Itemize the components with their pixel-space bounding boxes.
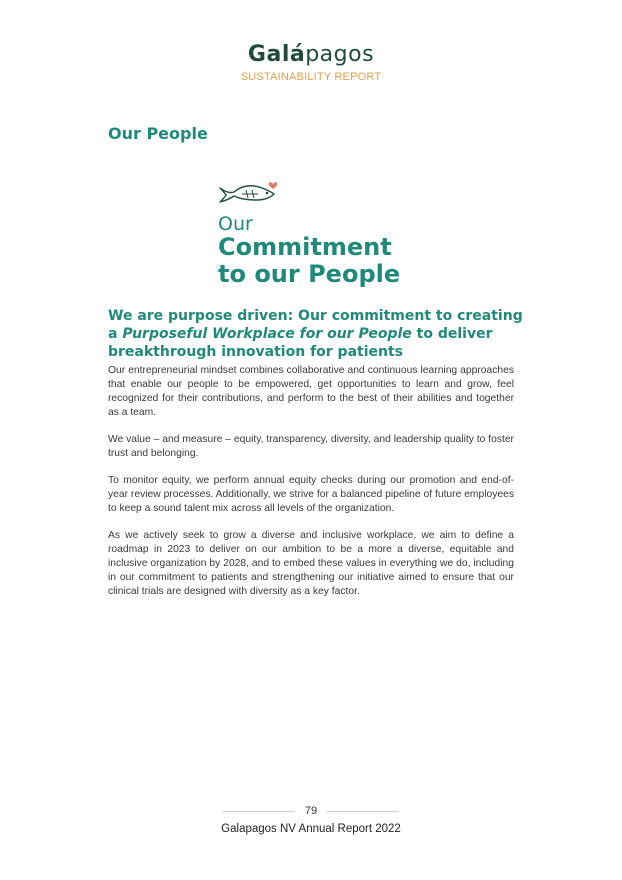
paragraph: As we actively seek to grow a diverse and inclusive workplace, we aim to define a roadmap in 2023 to deliver on our ambition to be a more a diverse, equitable and inclusive organization by 2028, and to embed these values in everything we do, including in our commitment to patients and strengthening our initiative aimed to ensure that our clinical trials are designed with diversity as a key factor. — [108, 530, 514, 597]
logo-bold-text: Galá — [247, 42, 306, 67]
heart-icon — [269, 182, 277, 189]
divider — [327, 811, 399, 812]
headline-part2: to deliver breakthrough innovation for patients — [108, 326, 493, 360]
emblem-our: Our — [218, 213, 253, 235]
fish-icon — [218, 176, 288, 208]
paragraph: We value – and measure – equity, transparency, diversity, and leadership quality to foster trust and belonging. — [108, 434, 514, 459]
report-subtitle: SUSTAINABILITY REPORT — [240, 71, 382, 83]
paragraph: To monitor equity, we perform annual equity checks during our promotion and end-of-year review processes. Additionally, we strive for a balanced pipeline of future employees to keep a sound talent mix across all levels of the organization. — [108, 475, 514, 514]
commitment-emblem — [218, 176, 448, 288]
emblem-commitment: Commitment — [218, 233, 392, 261]
galapagos-logo — [0, 42, 622, 67]
page-number: 79 — [304, 805, 318, 817]
headline — [108, 307, 528, 361]
logo-light-text: pagos — [305, 42, 375, 67]
paragraph: Our entrepreneurial mindset combines collaborative and continuous learning approaches that enable our people to be empowered, get opportunities to learn and grow, feel recognized for their contributions, and perform to the best of their abilities and together as a team. — [108, 365, 514, 418]
page-number-line — [0, 805, 622, 817]
divider — [223, 811, 295, 812]
page-header — [0, 42, 622, 83]
headline-part1: We are purpose driven: Our commitment to creating a — [108, 308, 523, 342]
page-footer — [0, 805, 622, 835]
emblem-to-our-people: to our People — [218, 260, 401, 288]
body-text — [108, 364, 514, 612]
footer-text: Galapagos NV Annual Report 2022 — [221, 823, 401, 835]
section-title: Our People — [108, 124, 208, 143]
headline-italic: Purposeful Workplace for our People — [122, 326, 412, 342]
